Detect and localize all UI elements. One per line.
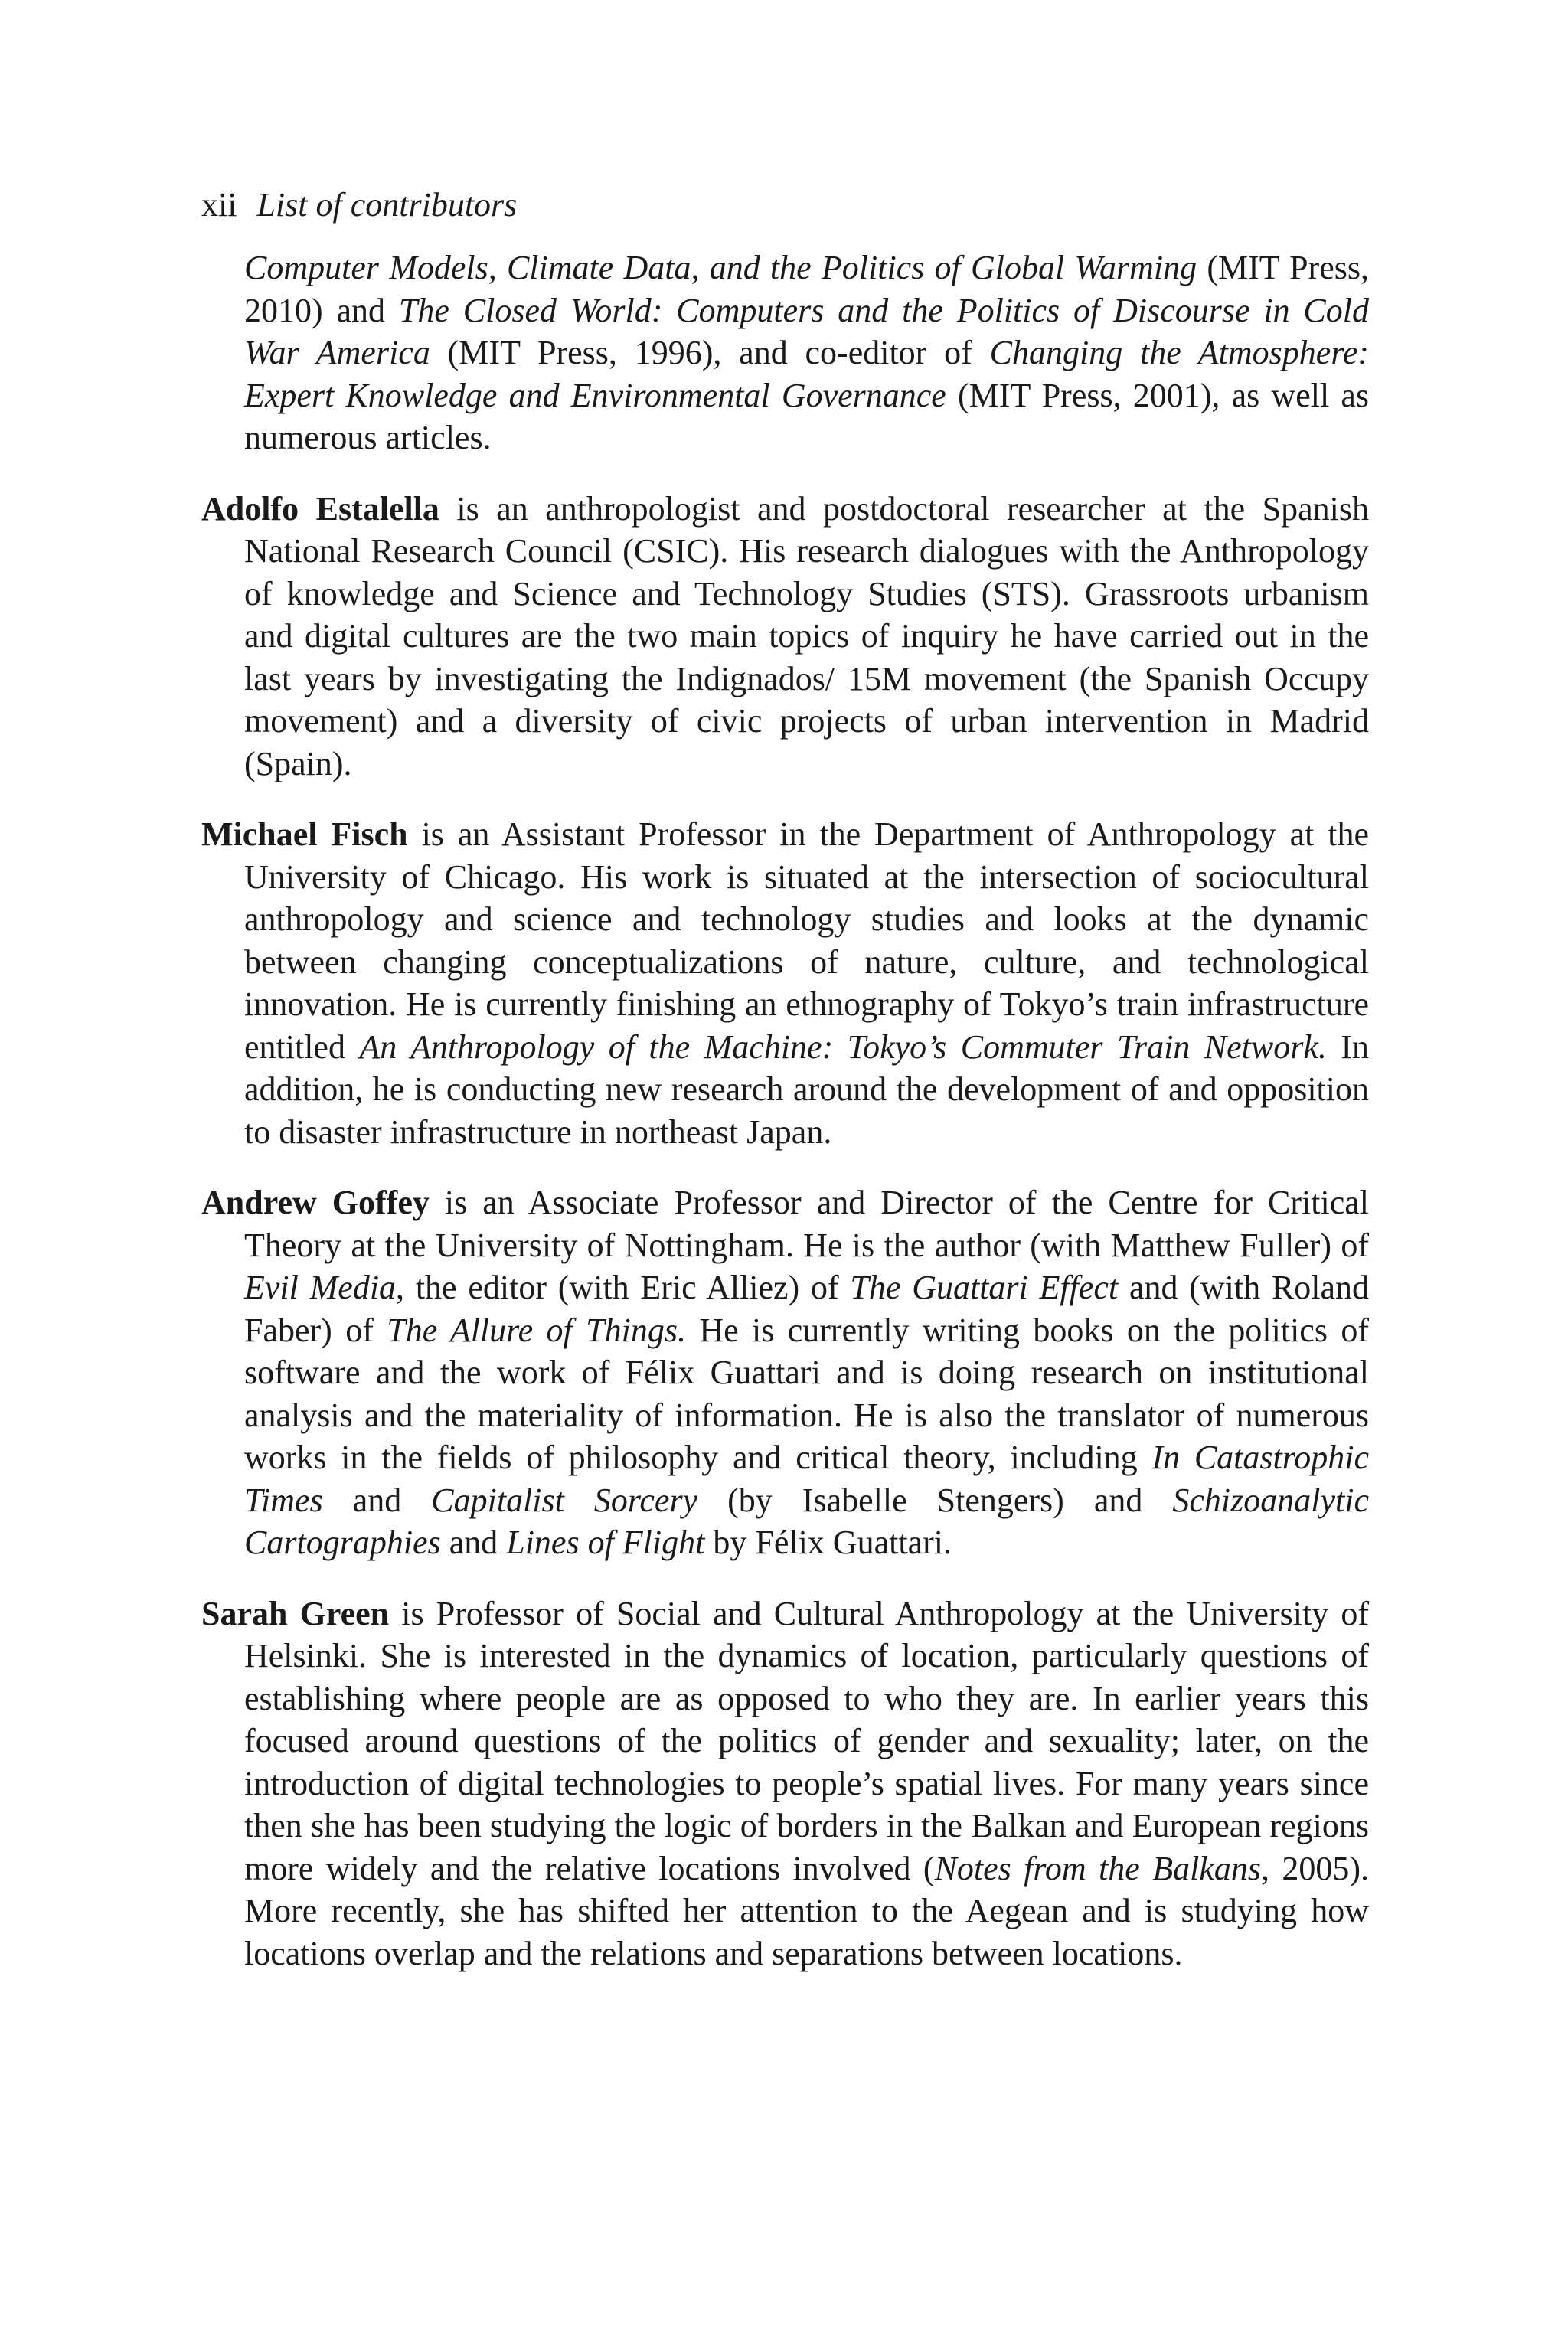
contributor-name: Sarah Green: [201, 1594, 390, 1632]
bio-text: , 2005). More recently, she has shifted her attention to the Aegean and is studying how locations overlap and the relations and separations between locations.: [244, 1849, 1369, 1972]
contributor-entry-michael-fisch: [201, 813, 1369, 1153]
running-head-title: List of contributors: [256, 186, 518, 224]
contributor-name: Andrew Goffey: [201, 1184, 430, 1221]
contributor-entry-continued: [201, 247, 1369, 459]
bio-text: and (with Roland Faber) of: [244, 1269, 1370, 1349]
running-head: [201, 184, 1369, 227]
work-title: Evil Media: [244, 1269, 397, 1306]
work-title: Changing the Atmosphere: Expert Knowledge and Environmental Governance: [244, 334, 1369, 414]
bio-text: is Professor of Social and Cultural Anthropology at the University of Helsinki. She is interested in the dynamics of location, particularly questions of establishing where people are as opposed to who they are. In earlier years this focused around questions of the politics of gender and sexuality; later, on the introduction of digital technologies to people’s spatial lives. For many years since then she has been studying the logic of borders in the Balkan and European regions more widely and the relative locations involved (: [244, 1594, 1369, 1887]
bio-text: by Félix Guattari.: [704, 1524, 952, 1561]
bio-text: and: [322, 1481, 432, 1519]
work-title: The Guattari Effect: [850, 1269, 1119, 1306]
work-title: Capitalist Sorcery: [431, 1481, 698, 1519]
bio-text: He is currently writing books on the politics of software and the work of Félix Guattari and is doing research on institutional analysis and the materiality of information. He is also the translator of numerous works in the fields of philosophy and critical theory, including: [244, 1311, 1369, 1476]
contributor-name: Adolfo Estalella: [201, 489, 439, 528]
work-title: In Catastrophic Times: [244, 1439, 1369, 1519]
bio-text: In addition, he is conducting new research around the development of and opposition to disaster infrastructure in northeast Japan.: [244, 1027, 1369, 1151]
work-title: Schizoanalytic Cartographies: [244, 1481, 1370, 1561]
bio-text: (MIT Press, 2001), as well as numerous articles.: [244, 376, 1369, 456]
bio-text: (MIT Press, 1996), and co-editor of: [430, 334, 990, 371]
contributor-entry-andrew-goffey: [201, 1181, 1369, 1564]
bio-text: , the editor (with Eric Alliez) of: [396, 1269, 851, 1306]
bio-text: (MIT Press, 2010) and: [244, 249, 1369, 329]
bio-text: is an Assistant Professor in the Department of Anthropology at the University of Chicago. His work is situated at the intersection of sociocultural anthropology and science and technology studies and looks at the dynamic between changing conceptualizations of nature, culture, and technological innovation. He is currently finishing an ethnography of Tokyo’s train infrastructure entitled: [244, 815, 1370, 1066]
contributor-entry-sarah-green: [201, 1592, 1369, 1975]
work-title: An Anthropology of the Machine: Tokyo’s Commuter Train Network.: [359, 1027, 1327, 1066]
work-title: Notes from the Balkans: [934, 1849, 1261, 1887]
bio-text: is an anthropologist and postdoctoral researcher at the Spanish National Research Council (CSIC). His research dialogues with the Anthropology of knowledge and Science and Technology Studies (STS). Grassroots urbanism and digital cultures are the two main topics of inquiry he have carried out in the last years by investigating the Indignados/ 15M movement (the Spanish Occupy movement) and a diversity of civic projects of urban intervention in Madrid (Spain).: [244, 489, 1369, 782]
work-title: The Closed World: Computers and the Politics of Discourse in Cold War America: [244, 291, 1369, 371]
contributor-entry-adolfo-estalella: [201, 488, 1369, 786]
work-title: Lines of Flight: [506, 1524, 705, 1561]
bio-text: and: [440, 1524, 507, 1561]
page-number: xii: [201, 186, 237, 224]
work-title: Computer Models, Climate Data, and the Politics of Global Warming: [244, 249, 1197, 286]
contributor-name: Michael Fisch: [201, 815, 408, 853]
book-page: [201, 184, 1369, 2003]
bio-text: is an Associate Professor and Director of the Centre for Critical Theory at the University of Nottingham. He is the author (with Matthew Fuller) of: [244, 1184, 1369, 1264]
work-title: The Allure of Things.: [387, 1311, 686, 1349]
bio-text: (by Isabelle Stengers) and: [697, 1481, 1173, 1519]
